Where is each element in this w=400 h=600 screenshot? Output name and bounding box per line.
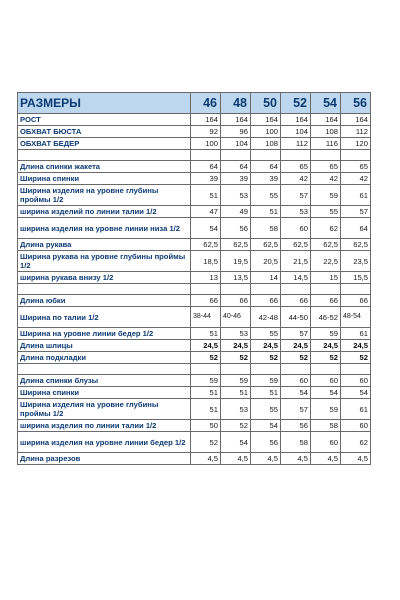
table-row [18,173,371,185]
cell-value: 51 [191,185,221,206]
cell-value: 15,5 [341,272,371,284]
row-label: РОСТ [18,114,191,126]
cell-value: 47 [191,206,221,218]
cell-value: 104 [221,138,251,150]
cell-value: 38-44 [191,307,221,328]
row-label: Длина спинки жакета [18,161,191,173]
cell-value: 66 [311,295,341,307]
cell-value: 4,5 [341,453,371,465]
table-row [18,340,371,352]
cell-value: 22,5 [311,251,341,272]
cell-value: 164 [281,114,311,126]
table-row [18,138,371,150]
cell-value: 57 [341,206,371,218]
table-row [18,161,371,173]
cell-value: 62,5 [281,239,311,251]
cell-value: 53 [221,185,251,206]
row-label: Ширина спинки [18,387,191,399]
cell-value: 4,5 [191,453,221,465]
row-label: ширина изделия на уровне линии бедер 1/2 [18,432,191,453]
cell-value: 42 [311,173,341,185]
cell-value: 49 [221,206,251,218]
cell-value: 55 [251,185,281,206]
cell-value: 62,5 [341,239,371,251]
row-label: Длина шлицы [18,340,191,352]
cell-value: 4,5 [281,453,311,465]
cell-value: 18,5 [191,251,221,272]
size-header: 48 [221,93,251,114]
table-row [18,251,371,272]
cell-value: 59 [311,185,341,206]
cell-value: 54 [251,420,281,432]
cell-value: 62,5 [311,239,341,251]
table-row [18,432,371,453]
table-row [18,272,371,284]
row-label: Ширина изделия на уровне глубины проймы 1/2 [18,399,191,420]
cell-value: 62,5 [251,239,281,251]
cell-value: 55 [251,399,281,420]
cell-value: 62,5 [221,239,251,251]
cell-value: 61 [341,399,371,420]
size-table [17,92,371,465]
cell-value: 54 [221,432,251,453]
cell-value: 57 [281,185,311,206]
cell-value: 39 [251,173,281,185]
cell-value: 164 [191,114,221,126]
table-row [18,295,371,307]
cell-value: 24,5 [251,340,281,352]
cell-value: 52 [221,352,251,364]
row-label: Ширина по талии 1/2 [18,307,191,328]
cell-value: 15 [311,272,341,284]
row-label: Длина рукава [18,239,191,251]
cell-value: 55 [251,328,281,340]
size-header: 46 [191,93,221,114]
cell-value: 61 [341,328,371,340]
size-header: 56 [341,93,371,114]
cell-value: 13,5 [221,272,251,284]
row-label: ширина изделия по линии талии 1/2 [18,420,191,432]
cell-value: 51 [221,387,251,399]
cell-value: 62,5 [191,239,221,251]
cell-value: 52 [191,352,221,364]
cell-value: 112 [281,138,311,150]
cell-value: 60 [341,420,371,432]
cell-value: 66 [341,295,371,307]
cell-value: 51 [191,387,221,399]
row-label: ширина изделия на уровне линии низа 1/2 [18,218,191,239]
cell-value: 52 [191,432,221,453]
row-label: ширина рукава внизу 1/2 [18,272,191,284]
cell-value: 57 [281,399,311,420]
cell-value: 64 [341,218,371,239]
cell-value: 46-52 [311,307,341,328]
cell-value: 66 [251,295,281,307]
cell-value: 44-50 [281,307,311,328]
cell-value: 65 [311,161,341,173]
table-row [18,387,371,399]
cell-value: 56 [281,420,311,432]
row-label: Ширина спинки [18,173,191,185]
cell-value: 54 [341,387,371,399]
cell-value: 4,5 [311,453,341,465]
cell-value: 59 [191,375,221,387]
cell-value: 52 [311,352,341,364]
cell-value: 20,5 [251,251,281,272]
cell-value: 53 [281,206,311,218]
cell-value: 39 [221,173,251,185]
cell-value: 60 [311,432,341,453]
row-label: Длина юбки [18,295,191,307]
cell-value: 92 [191,126,221,138]
cell-value: 66 [191,295,221,307]
header-row [18,93,371,114]
cell-value: 52 [341,352,371,364]
cell-value: 120 [341,138,371,150]
cell-value: 164 [251,114,281,126]
cell-value: 164 [311,114,341,126]
cell-value: 21,5 [281,251,311,272]
row-label: Длина спинки блузы [18,375,191,387]
cell-value: 40-46 [221,307,251,328]
cell-value: 42-48 [251,307,281,328]
cell-value: 54 [311,387,341,399]
cell-value: 52 [221,420,251,432]
cell-value: 164 [221,114,251,126]
cell-value: 54 [191,218,221,239]
cell-value: 64 [221,161,251,173]
cell-value: 51 [191,328,221,340]
cell-value: 56 [251,432,281,453]
cell-value: 57 [281,328,311,340]
cell-value: 48-54 [341,307,371,328]
cell-value: 61 [341,185,371,206]
cell-value: 66 [221,295,251,307]
cell-value: 60 [311,375,341,387]
size-header: 50 [251,93,281,114]
cell-value: 59 [251,375,281,387]
row-label: Ширина изделия на уровне глубины проймы 1/2 [18,185,191,206]
cell-value: 51 [251,206,281,218]
spacer-row [18,364,371,375]
size-header: 52 [281,93,311,114]
spacer-row [18,284,371,295]
cell-value: 51 [251,387,281,399]
cell-value: 56 [221,218,251,239]
cell-value: 60 [281,218,311,239]
cell-value: 66 [281,295,311,307]
cell-value: 14 [251,272,281,284]
cell-value: 4,5 [221,453,251,465]
row-label: Длина разрезов [18,453,191,465]
cell-value: 62 [341,432,371,453]
cell-value: 108 [251,138,281,150]
cell-value: 60 [341,375,371,387]
cell-value: 60 [281,375,311,387]
size-chart [17,92,370,465]
table-row [18,206,371,218]
header-label: РАЗМЕРЫ [18,93,191,114]
cell-value: 58 [311,420,341,432]
row-label: Ширина рукава на уровне глубины проймы 1/2 [18,251,191,272]
table-row [18,239,371,251]
table-row [18,352,371,364]
row-label: ширина изделий по линии талии 1/2 [18,206,191,218]
cell-value: 104 [281,126,311,138]
cell-value: 59 [311,399,341,420]
cell-value: 58 [281,432,311,453]
row-label: Длина подкладки [18,352,191,364]
cell-value: 24,5 [281,340,311,352]
cell-value: 42 [281,173,311,185]
table-row [18,307,371,328]
cell-value: 24,5 [191,340,221,352]
cell-value: 19,5 [221,251,251,272]
cell-value: 64 [191,161,221,173]
table-row [18,185,371,206]
cell-value: 55 [311,206,341,218]
cell-value: 62 [311,218,341,239]
cell-value: 100 [251,126,281,138]
cell-value: 52 [251,352,281,364]
row-label: ОБХВАТ БЕДЕР [18,138,191,150]
table-row [18,218,371,239]
row-label: Ширина на уровне линии бедер 1/2 [18,328,191,340]
table-row [18,420,371,432]
cell-value: 23,5 [341,251,371,272]
cell-value: 39 [191,173,221,185]
size-header: 54 [311,93,341,114]
cell-value: 58 [251,218,281,239]
cell-value: 116 [311,138,341,150]
cell-value: 164 [341,114,371,126]
cell-value: 108 [311,126,341,138]
row-label: ОБХВАТ БЮСТА [18,126,191,138]
spacer-row [18,150,371,161]
cell-value: 24,5 [311,340,341,352]
table-row [18,126,371,138]
cell-value: 59 [311,328,341,340]
cell-value: 53 [221,328,251,340]
cell-value: 13 [191,272,221,284]
cell-value: 51 [191,399,221,420]
cell-value: 64 [251,161,281,173]
cell-value: 52 [281,352,311,364]
cell-value: 24,5 [221,340,251,352]
table-row [18,328,371,340]
cell-value: 50 [191,420,221,432]
cell-value: 59 [221,375,251,387]
table-row [18,453,371,465]
table-row [18,375,371,387]
table-row [18,114,371,126]
cell-value: 65 [341,161,371,173]
cell-value: 100 [191,138,221,150]
cell-value: 14,5 [281,272,311,284]
cell-value: 53 [221,399,251,420]
cell-value: 96 [221,126,251,138]
table-row [18,399,371,420]
cell-value: 54 [281,387,311,399]
cell-value: 112 [341,126,371,138]
cell-value: 24,5 [341,340,371,352]
cell-value: 42 [341,173,371,185]
cell-value: 65 [281,161,311,173]
cell-value: 4,5 [251,453,281,465]
